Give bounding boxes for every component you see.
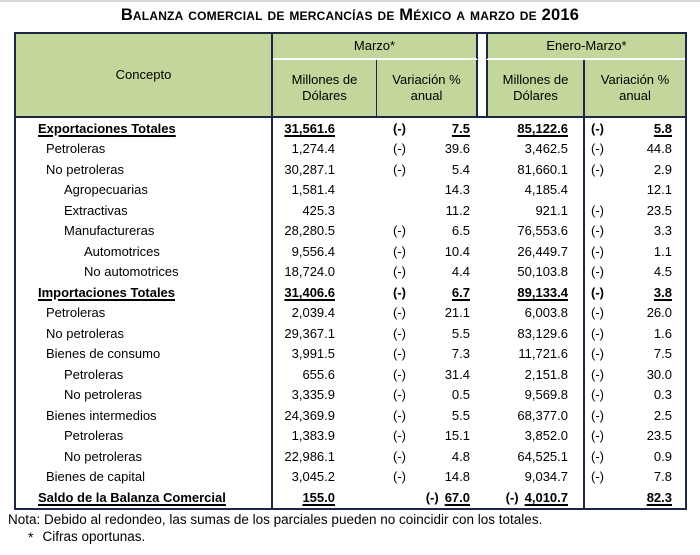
table-row <box>16 221 685 242</box>
cell-enero-marzo-millones <box>486 221 583 242</box>
negative-sign: (-) <box>393 448 406 464</box>
negative-sign: (-) <box>393 325 406 341</box>
cell-value: 85,122.6 <box>517 120 568 136</box>
page-title: Balanza comercial de mercancías de México a marzo de 2016 <box>120 6 580 24</box>
negative-sign: (-) <box>393 141 406 157</box>
cell-value: 50,103.8 <box>517 264 568 280</box>
table-body <box>16 118 685 508</box>
column-gap <box>478 344 486 365</box>
row-label-cell <box>16 180 273 201</box>
negative-sign: (-) <box>393 305 406 321</box>
negative-sign: (-) <box>393 428 406 444</box>
row-label-cell <box>16 241 273 262</box>
cell-value: 6.7 <box>451 284 470 300</box>
cell-value: 6.5 <box>451 223 470 239</box>
cell-enero-marzo-variacion <box>583 487 685 508</box>
cell-marzo-variacion <box>377 364 478 385</box>
row-label: No automotrices <box>84 264 179 280</box>
column-gap <box>478 221 486 242</box>
cell-value: 11,721.6 <box>518 346 568 362</box>
table-row <box>16 159 685 180</box>
column-gap <box>478 159 486 180</box>
row-label-cell <box>16 200 273 221</box>
cell-value: 14.8 <box>444 469 470 485</box>
cell-value: 6,003.8 <box>524 305 568 321</box>
cell-marzo-variacion <box>377 241 478 262</box>
cell-value: 1,274.4 <box>291 141 335 157</box>
negative-sign: (-) <box>393 161 406 177</box>
table-row <box>16 446 685 467</box>
cell-value: 7.8 <box>653 469 672 485</box>
row-label: Exportaciones Totales <box>38 120 176 136</box>
row-label-cell <box>16 139 273 160</box>
cell-enero-marzo-variacion <box>583 118 685 139</box>
cell-value: 5.5 <box>451 325 470 341</box>
column-gap <box>478 118 486 139</box>
cell-enero-marzo-variacion <box>583 200 685 221</box>
negative-sign: (-) <box>591 223 604 239</box>
cell-enero-marzo-variacion <box>583 159 685 180</box>
column-gap <box>478 139 486 160</box>
row-label-cell <box>16 282 273 303</box>
cell-marzo-millones <box>273 200 377 221</box>
cell-marzo-variacion <box>377 180 478 201</box>
cell-value: 3,045.2 <box>291 469 335 485</box>
table-row <box>16 323 685 344</box>
cell-marzo-variacion <box>377 200 478 221</box>
table-row <box>16 405 685 426</box>
cell-enero-marzo-millones <box>486 118 583 139</box>
cell-marzo-variacion <box>377 385 478 406</box>
row-label: Petroleras <box>46 141 106 157</box>
cell-value: 3,462.5 <box>524 141 568 157</box>
row-label: Saldo de la Balanza Comercial <box>38 489 226 505</box>
cell-enero-marzo-variacion <box>583 221 685 242</box>
cell-value: 21.1 <box>444 305 470 321</box>
cell-enero-marzo-millones <box>486 344 583 365</box>
cell-marzo-millones <box>273 221 377 242</box>
cell-value: 1,383.9 <box>291 428 335 444</box>
timely-figures-text: Cifras oportunas. <box>42 528 146 544</box>
negative-sign: (-) <box>393 469 406 485</box>
cell-value: 31,406.6 <box>284 284 335 300</box>
cell-value: 0.5 <box>451 387 470 403</box>
cell-enero-marzo-variacion <box>583 364 685 385</box>
cell-enero-marzo-variacion <box>583 446 685 467</box>
cell-enero-marzo-millones <box>486 405 583 426</box>
cell-marzo-variacion <box>377 446 478 467</box>
row-label-cell <box>16 487 273 508</box>
cell-value: 24,369.9 <box>284 407 335 423</box>
table-row <box>16 282 685 303</box>
cell-enero-marzo-variacion <box>583 282 685 303</box>
cell-enero-marzo-millones <box>486 426 583 447</box>
row-label-cell <box>16 467 273 488</box>
negative-sign: (-) <box>591 305 604 321</box>
row-label-cell <box>16 385 273 406</box>
cell-marzo-variacion <box>377 282 478 303</box>
cell-marzo-millones <box>273 405 377 426</box>
cell-marzo-millones <box>273 241 377 262</box>
cell-value: 29,367.1 <box>284 325 335 341</box>
cell-value: 68,377.0 <box>517 407 568 423</box>
cell-enero-marzo-variacion <box>583 385 685 406</box>
cell-value: 2.5 <box>653 407 672 423</box>
column-gap <box>478 405 486 426</box>
cell-value: 921.1 <box>535 202 568 218</box>
cell-value: 76,553.6 <box>517 223 568 239</box>
table-row <box>16 139 685 160</box>
cell-value: 3,991.5 <box>291 346 335 362</box>
cell-enero-marzo-millones <box>486 487 583 508</box>
row-label: No petroleras <box>64 387 143 403</box>
row-label: Automotrices <box>84 243 160 259</box>
page-edge-strip <box>0 0 700 2</box>
cell-value: 10.4 <box>444 243 470 259</box>
cell-enero-marzo-millones <box>486 159 583 180</box>
row-label: Importaciones Totales <box>38 284 176 300</box>
cell-value: 1,581.4 <box>291 182 335 198</box>
cell-value: 0.3 <box>653 387 672 403</box>
cell-value: 655.6 <box>302 366 335 382</box>
cell-enero-marzo-millones <box>486 467 583 488</box>
negative-sign: (-) <box>505 489 519 505</box>
column-gap <box>478 262 486 283</box>
header-group-gap <box>478 34 486 116</box>
cell-marzo-variacion <box>377 405 478 426</box>
subheader-marzo-variacion: Variación % anual <box>377 60 478 116</box>
timely-figures-note <box>8 528 145 544</box>
cell-value: 12.1 <box>646 182 672 198</box>
cell-value: 82.3 <box>646 489 672 505</box>
row-label-cell <box>16 344 273 365</box>
cell-enero-marzo-millones <box>486 282 583 303</box>
cell-value: 9,034.7 <box>524 469 568 485</box>
table-row <box>16 364 685 385</box>
cell-enero-marzo-millones <box>486 139 583 160</box>
cell-value: 9,556.4 <box>291 243 335 259</box>
column-gap <box>478 487 486 508</box>
negative-sign: (-) <box>591 243 604 259</box>
cell-marzo-millones <box>273 385 377 406</box>
cell-enero-marzo-variacion <box>583 405 685 426</box>
cell-marzo-variacion <box>377 426 478 447</box>
negative-sign: (-) <box>591 284 604 300</box>
column-gap <box>478 385 486 406</box>
cell-marzo-millones <box>273 487 377 508</box>
row-label: Manufactureras <box>64 223 155 239</box>
cell-value: 4,010.7 <box>524 489 568 505</box>
cell-value: 7.5 <box>451 120 470 136</box>
cell-value: 14.3 <box>444 182 470 198</box>
table-row <box>16 303 685 324</box>
cell-enero-marzo-variacion <box>583 467 685 488</box>
header-cell-concepto: Concepto <box>16 34 273 116</box>
cell-enero-marzo-variacion <box>583 323 685 344</box>
row-label: Bienes de consumo <box>46 346 161 362</box>
cell-marzo-millones <box>273 159 377 180</box>
negative-sign: (-) <box>393 346 406 362</box>
cell-enero-marzo-millones <box>486 385 583 406</box>
cell-value: 4,185.4 <box>524 182 568 198</box>
cell-value: 4.5 <box>653 264 672 280</box>
cell-value: 7.5 <box>653 346 672 362</box>
row-label-cell <box>16 364 273 385</box>
negative-sign: (-) <box>591 469 604 485</box>
negative-sign: (-) <box>425 489 439 505</box>
cell-value: 67.0 <box>444 489 470 505</box>
table-row <box>16 487 685 508</box>
cell-enero-marzo-variacion <box>583 344 685 365</box>
row-label-cell <box>16 405 273 426</box>
row-label-cell <box>16 303 273 324</box>
cell-value: 22,986.1 <box>284 448 335 464</box>
cell-enero-marzo-millones <box>486 262 583 283</box>
cell-marzo-millones <box>273 426 377 447</box>
negative-sign: (-) <box>591 120 604 136</box>
negative-sign: (-) <box>591 407 604 423</box>
negative-sign: (-) <box>591 264 604 280</box>
cell-marzo-variacion <box>377 118 478 139</box>
cell-enero-marzo-variacion <box>583 303 685 324</box>
column-gap <box>478 426 486 447</box>
cell-enero-marzo-variacion <box>583 426 685 447</box>
cell-enero-marzo-millones <box>486 241 583 262</box>
cell-value: 26,449.7 <box>517 243 568 259</box>
subheader-marzo-millones: Millones de Dólares <box>273 60 377 116</box>
cell-marzo-millones <box>273 282 377 303</box>
negative-sign: (-) <box>393 387 406 403</box>
cell-value: 4.8 <box>451 448 470 464</box>
cell-enero-marzo-variacion <box>583 262 685 283</box>
header-group-marzo: Marzo* <box>273 34 478 60</box>
trade-balance-table <box>14 32 687 510</box>
table-header <box>16 34 685 118</box>
cell-value: 44.8 <box>646 141 672 157</box>
cell-enero-marzo-variacion <box>583 241 685 262</box>
column-gap <box>478 241 486 262</box>
cell-value: 89,133.4 <box>517 284 568 300</box>
cell-marzo-millones <box>273 262 377 283</box>
cell-value: 1.1 <box>653 243 672 259</box>
cell-value: 18,724.0 <box>284 264 335 280</box>
cell-marzo-millones <box>273 139 377 160</box>
negative-sign: (-) <box>591 202 604 218</box>
table-row <box>16 385 685 406</box>
cell-value: 39.6 <box>444 141 470 157</box>
header-group-enero-marzo: Enero-Marzo* <box>486 34 685 60</box>
row-label: Agropecuarias <box>64 182 148 198</box>
cell-value: 5.5 <box>451 407 470 423</box>
cell-value: 23.5 <box>646 428 672 444</box>
cell-value: 1.6 <box>653 325 672 341</box>
cell-marzo-millones <box>273 323 377 344</box>
asterisk-footnote-marker: * <box>28 529 34 545</box>
subheader-enero-marzo-millones: Millones de Dólares <box>486 60 583 116</box>
cell-value: 2,151.8 <box>524 366 568 382</box>
negative-sign: (-) <box>591 366 604 382</box>
row-label-cell <box>16 118 273 139</box>
rounding-note: Nota: Debido al redondeo, las sumas de los parciales pueden no coincidir con los totales. <box>8 512 543 527</box>
cell-marzo-millones <box>273 118 377 139</box>
column-gap <box>478 200 486 221</box>
cell-value: 155.0 <box>302 489 335 505</box>
cell-value: 64,525.1 <box>517 448 568 464</box>
cell-value: 30.0 <box>646 366 672 382</box>
cell-marzo-variacion <box>377 344 478 365</box>
table-row <box>16 262 685 283</box>
cell-value: 425.3 <box>302 202 335 218</box>
negative-sign: (-) <box>591 387 604 403</box>
cell-marzo-variacion <box>377 467 478 488</box>
cell-value: 15.1 <box>444 428 470 444</box>
negative-sign: (-) <box>393 223 406 239</box>
cell-value: 9,569.8 <box>524 387 568 403</box>
table-row <box>16 200 685 221</box>
row-label: Bienes de capital <box>46 469 146 485</box>
cell-enero-marzo-variacion <box>583 180 685 201</box>
column-gap <box>478 323 486 344</box>
column-gap <box>478 282 486 303</box>
row-label: Petroleras <box>64 366 124 382</box>
negative-sign: (-) <box>393 243 406 259</box>
cell-marzo-variacion <box>377 139 478 160</box>
table-row <box>16 426 685 447</box>
negative-sign: (-) <box>591 161 604 177</box>
cell-enero-marzo-millones <box>486 446 583 467</box>
row-label: Extractivas <box>64 202 128 218</box>
cell-marzo-millones <box>273 344 377 365</box>
cell-value: 3,852.0 <box>524 428 568 444</box>
row-label-cell <box>16 262 273 283</box>
cell-value: 5.8 <box>653 120 672 136</box>
row-label: Petroleras <box>46 305 106 321</box>
cell-marzo-variacion <box>377 159 478 180</box>
negative-sign: (-) <box>591 141 604 157</box>
cell-marzo-millones <box>273 467 377 488</box>
cell-enero-marzo-millones <box>486 180 583 201</box>
cell-value: 30,287.1 <box>284 161 335 177</box>
negative-sign: (-) <box>591 448 604 464</box>
cell-value: 31,561.6 <box>284 120 335 136</box>
cell-value: 3,335.9 <box>291 387 335 403</box>
column-gap <box>478 303 486 324</box>
cell-marzo-millones <box>273 446 377 467</box>
table-row <box>16 344 685 365</box>
row-label-cell <box>16 323 273 344</box>
cell-value: 83,129.6 <box>517 325 568 341</box>
cell-marzo-variacion <box>377 262 478 283</box>
cell-marzo-millones <box>273 180 377 201</box>
table-row <box>16 118 685 139</box>
cell-marzo-variacion <box>377 487 478 508</box>
negative-sign: (-) <box>393 407 406 423</box>
negative-sign: (-) <box>393 284 406 300</box>
negative-sign: (-) <box>591 346 604 362</box>
negative-sign: (-) <box>393 366 406 382</box>
cell-value: 3.8 <box>653 284 672 300</box>
cell-enero-marzo-millones <box>486 323 583 344</box>
table-row <box>16 180 685 201</box>
column-gap <box>478 446 486 467</box>
cell-marzo-millones <box>273 303 377 324</box>
negative-sign: (-) <box>591 428 604 444</box>
row-label-cell <box>16 221 273 242</box>
cell-value: 11.2 <box>445 202 470 218</box>
cell-value: 2.9 <box>653 161 672 177</box>
cell-value: 28,280.5 <box>284 223 335 239</box>
cell-enero-marzo-millones <box>486 364 583 385</box>
cell-value: 2,039.4 <box>291 305 335 321</box>
cell-value: 26.0 <box>646 305 672 321</box>
column-gap <box>478 180 486 201</box>
row-label: No petroleras <box>46 161 125 177</box>
cell-enero-marzo-variacion <box>583 139 685 160</box>
cell-value: 4.4 <box>451 264 470 280</box>
negative-sign: (-) <box>393 264 406 280</box>
cell-marzo-variacion <box>377 323 478 344</box>
cell-marzo-variacion <box>377 221 478 242</box>
cell-value: 81,660.1 <box>517 161 568 177</box>
cell-value: 31.4 <box>444 366 470 382</box>
negative-sign: (-) <box>591 325 604 341</box>
cell-value: 0.9 <box>653 448 672 464</box>
cell-value: 5.4 <box>451 161 470 177</box>
row-label: No petroleras <box>46 325 125 341</box>
cell-enero-marzo-millones <box>486 303 583 324</box>
row-label-cell <box>16 159 273 180</box>
row-label: Petroleras <box>64 428 124 444</box>
subheader-enero-marzo-variacion: Variación % anual <box>583 60 685 116</box>
column-gap <box>478 364 486 385</box>
row-label: Bienes intermedios <box>46 407 157 423</box>
row-label: No petroleras <box>64 448 143 464</box>
table-row <box>16 467 685 488</box>
cell-marzo-variacion <box>377 303 478 324</box>
cell-enero-marzo-millones <box>486 200 583 221</box>
row-label-cell <box>16 446 273 467</box>
cell-value: 23.5 <box>646 202 672 218</box>
cell-value: 3.3 <box>653 223 672 239</box>
cell-marzo-millones <box>273 364 377 385</box>
cell-value: 7.3 <box>451 346 470 362</box>
table-row <box>16 241 685 262</box>
column-gap <box>478 467 486 488</box>
row-label-cell <box>16 426 273 447</box>
negative-sign: (-) <box>393 120 406 136</box>
